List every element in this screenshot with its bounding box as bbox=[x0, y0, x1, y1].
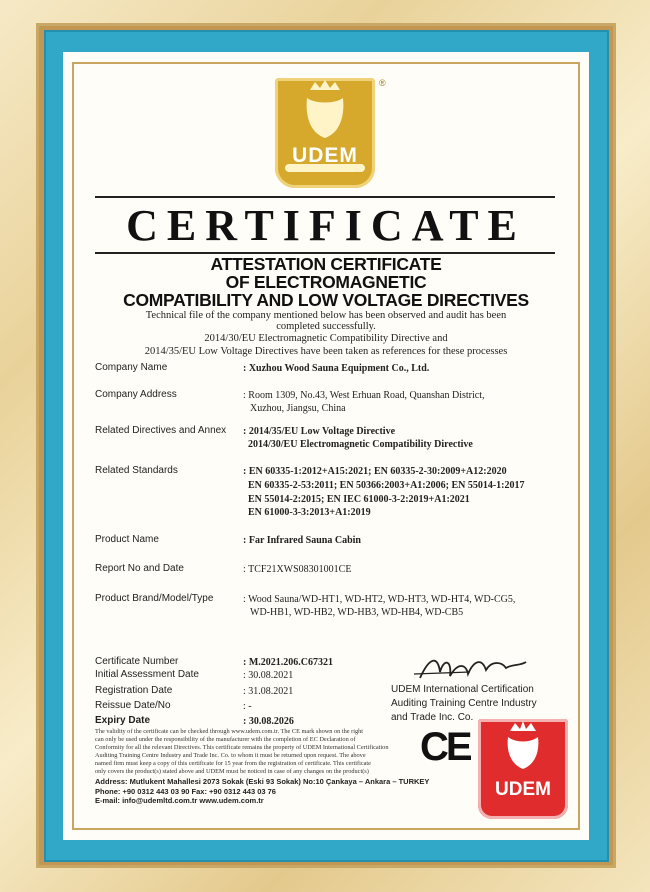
reissue-label: Reissue Date/No bbox=[95, 700, 171, 711]
certificate-number-label: Certificate Number bbox=[95, 656, 179, 667]
issuer-name: UDEM International Certification Auditing Training Centre Industry and Trade Inc. Co. bbox=[391, 684, 537, 723]
company-address-line-2: Xuzhou, Jiangsu, China bbox=[250, 403, 346, 414]
brand-model-line-1: : Wood Sauna/WD-HT1, WD-HT2, WD-HT3, WD-HT4, WD-CG5, bbox=[243, 594, 516, 605]
reissue-value: : - bbox=[243, 701, 252, 712]
brand-model-line-2: WD-HB1, WD-HB2, WD-HB3, WD-HB4, WD-CB5 bbox=[250, 607, 464, 618]
logo-text: UDEM bbox=[292, 144, 358, 167]
product-name-value: : Far Infrared Sauna Cabin bbox=[243, 535, 361, 546]
intro-line-1: Technical file of the company mentioned below has been observed and audit has been bbox=[145, 310, 507, 321]
company-name-value: : Xuzhou Wood Sauna Equipment Co., Ltd. bbox=[243, 363, 430, 374]
product-name-label: Product Name bbox=[95, 534, 159, 545]
certificate-title: CERTIFICATE bbox=[126, 201, 526, 250]
report-value: : TCF21XWS08301001CE bbox=[243, 564, 352, 575]
company-address-label: Company Address bbox=[95, 389, 177, 400]
signature bbox=[410, 650, 530, 684]
udem-lion-logo bbox=[275, 78, 386, 188]
heading-line-1: ATTESTATION CERTIFICATE bbox=[210, 254, 442, 274]
intro-line-3: 2014/30/EU Electromagnetic Compatibility Directive and bbox=[204, 333, 448, 344]
directives-line-2: 2014/30/EU Electromagnetic Compatibility Directive bbox=[248, 439, 473, 450]
contact-info: Address: Mutlukent Mahallesi 2073 Sokak (Eski 93 Sokak) No:10 Çankaya – Ankara – TURKEY Phone: +90 0312 443 03 90 Fax: +90 0312 443 03 76 E-mail: info@udemltd.com.tr www.udem.com.tr bbox=[95, 777, 430, 805]
brand-model-label: Product Brand/Model/Type bbox=[95, 593, 214, 604]
ce-mark-icon: CE bbox=[420, 725, 470, 769]
expiry-date-value: : 30.08.2026 bbox=[243, 716, 294, 727]
expiry-date-label: Expiry Date bbox=[95, 715, 151, 726]
certificate-number-value: : M.2021.206.C67321 bbox=[243, 657, 333, 668]
registered-mark: ® bbox=[379, 78, 386, 88]
company-address-line-1: : Room 1309, No.43, West Erhuan Road, Quanshan District, bbox=[243, 390, 485, 401]
heading-line-2: OF ELECTROMAGNETIC bbox=[225, 272, 427, 292]
directives-label: Related Directives and Annex bbox=[95, 425, 227, 436]
heading-line-3: COMPATIBILITY AND LOW VOLTAGE DIRECTIVES bbox=[123, 290, 529, 310]
intro-line-4: 2014/35/EU Low Voltage Directives have been taken as references for these processes bbox=[144, 346, 508, 357]
registration-date-label: Registration Date bbox=[95, 685, 173, 696]
registration-date-value: : 31.08.2021 bbox=[243, 686, 294, 697]
red-logo-text: UDEM bbox=[495, 779, 551, 800]
standards-line-4: EN 61000-3-3:2013+A1:2019 bbox=[248, 507, 371, 518]
standards-label: Related Standards bbox=[95, 465, 178, 476]
title-rule-top bbox=[95, 196, 555, 198]
report-label: Report No and Date bbox=[95, 563, 184, 574]
initial-assessment-value: : 30.08.2021 bbox=[243, 670, 294, 681]
standards-line-3: EN 55014-2:2015; EN IEC 61000-3-2:2019+A1:2021 bbox=[248, 494, 470, 505]
initial-assessment-label: Initial Assessment Date bbox=[95, 669, 199, 680]
directives-line-1: : 2014/35/EU Low Voltage Directive bbox=[243, 426, 396, 437]
udem-red-logo bbox=[478, 719, 568, 819]
company-name-label: Company Name bbox=[95, 362, 168, 373]
fine-print: The validity of the certificate can be checked through www.udem.com.tr. The CE mark shown on the right can only be used under the responsibility of the manufacturer with the completion of EC Declaration of Conformity for all the relevant Directives. This certificate remains the property of UDEM International Certification Auditing Training Centre Industry and Trade Inc. Co. to whom it must be returned upon request. The above named firm must keep a copy of this certificate for 15 year from the registration of certificate. This certificate only covers the product(s) stated above and UDEM must be noticed in case of any changes on the product(s) bbox=[95, 728, 389, 776]
intro-line-2: completed successfully. bbox=[276, 321, 376, 332]
standards-line-1: : EN 60335-1:2012+A15:2021; EN 60335-2-30:2009+A12:2020 bbox=[243, 466, 507, 477]
lion-crown-icon bbox=[275, 78, 375, 188]
standards-line-2: EN 60335-2-53:2011; EN 50366:2003+A1:2006; EN 55014-1:2017 bbox=[248, 480, 525, 491]
